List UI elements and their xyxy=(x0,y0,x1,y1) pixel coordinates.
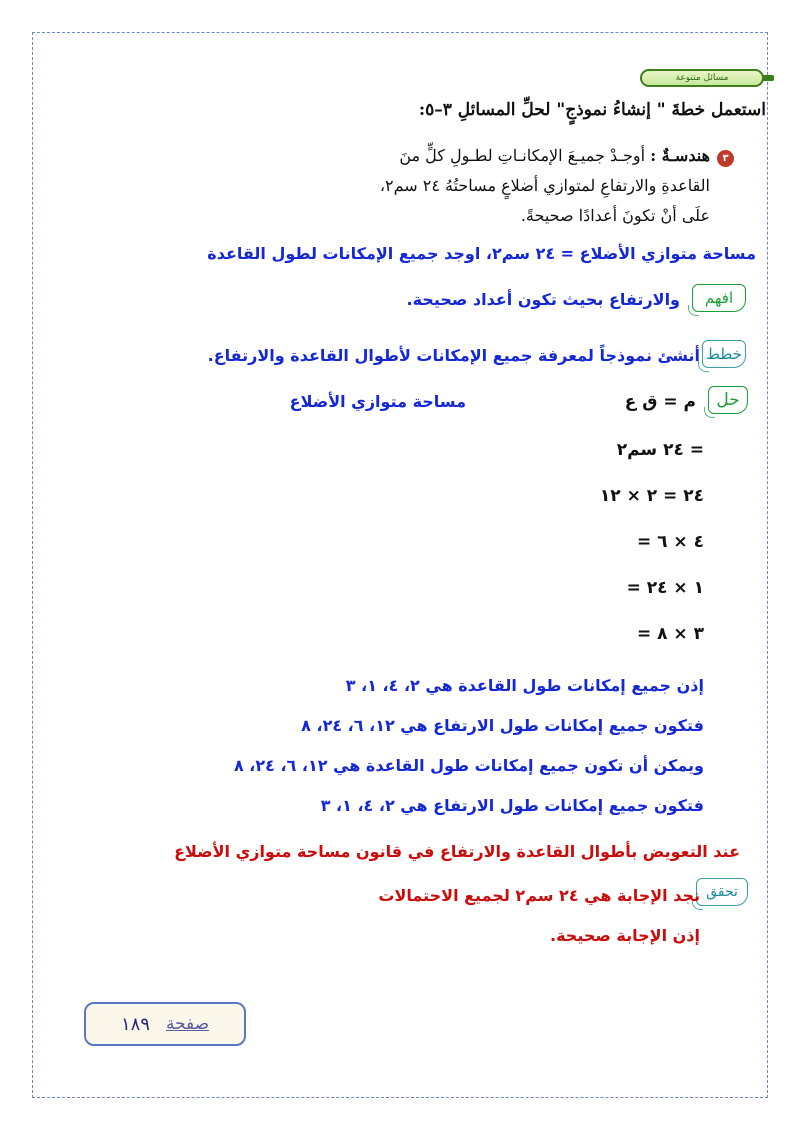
problem-number: ٣ xyxy=(717,150,734,167)
check-line-1: عند التعويض بأطوال القاعدة والارتفاع في قانون مساحة متوازي الأضلاع xyxy=(174,842,740,861)
page-number-box xyxy=(84,1002,246,1046)
intro-text: استعمل خطةَ " إنشاءُ نموذجٍ" لحلِّ المسائلِ ٣–٥: xyxy=(418,100,766,120)
understand-line-1: مساحة متوازي الأضلاع = ٢٤ سم٢، اوجد جميع الإمكانات لطول القاعدة xyxy=(207,244,756,263)
check-tag: تحقق xyxy=(696,878,748,906)
problem-line-2: القاعدةِ والارتفاعِ لمتوازي أضلاعٍ مساحتُهُ ٢٤ سم٢، xyxy=(379,176,710,195)
solve-conclusion-3: ويمكن أن تكون جميع إمكانات طول القاعدة هي ١٢، ٦، ٢٤، ٨ xyxy=(233,756,704,775)
solve-formula-note: مساحة متوازي الأضلاع xyxy=(289,392,466,411)
plan-tag: خطط xyxy=(702,340,746,368)
problem-line-1 xyxy=(399,146,710,165)
understand-tag: افهم xyxy=(692,284,746,312)
solve-step-1: = ٢٤ سم٢ xyxy=(616,440,704,460)
solve-conclusion-4: فتكون جميع إمكانات طول الارتفاع هي ٢، ٤، ١، ٣ xyxy=(320,796,704,815)
solve-step-4: = ١ × ٢٤ xyxy=(626,578,704,598)
solve-step-2: ٢٤ = ٢ × ١٢ xyxy=(599,486,704,506)
solve-formula: م = ق ع xyxy=(624,392,696,412)
section-label: مسائل متنوعة xyxy=(640,69,764,87)
problem-title: هندسـةٌ : xyxy=(650,146,710,165)
problem-text-1: أوجـدْ جميـعَ الإمكانـاتِ لطـولِ كلٍّ منَ xyxy=(399,146,646,165)
check-line-3: إذن الإجابة صحيحة. xyxy=(550,926,700,945)
solve-step-3: = ٤ × ٦ xyxy=(636,532,704,552)
page-label: صفحة xyxy=(165,1014,210,1034)
problem-line-3: علَى أنْ تكونَ أعدادًا صحيحةً. xyxy=(520,206,710,225)
solve-tag: حل xyxy=(708,386,748,414)
solve-step-5: = ٣ × ٨ xyxy=(636,624,704,644)
solve-conclusion-1: إذن جميع إمكانات طول القاعدة هي ٢، ٤، ١، ٣ xyxy=(345,676,704,695)
solve-conclusion-2: فتكون جميع إمكانات طول الارتفاع هي ١٢، ٦، ٢٤، ٨ xyxy=(301,716,704,735)
plan-line-1: أنشئ نموذجاً لمعرفة جميع الإمكانات لأطوال القاعدة والارتفاع. xyxy=(207,346,700,365)
understand-line-2: والارتفاع بحيث تكون أعداد صحيحة. xyxy=(406,290,680,309)
check-line-2: نجد الإجابة هي ٢٤ سم٢ لجميع الاحتمالات xyxy=(378,886,700,905)
page-number: ١٨٩ xyxy=(120,1013,150,1035)
